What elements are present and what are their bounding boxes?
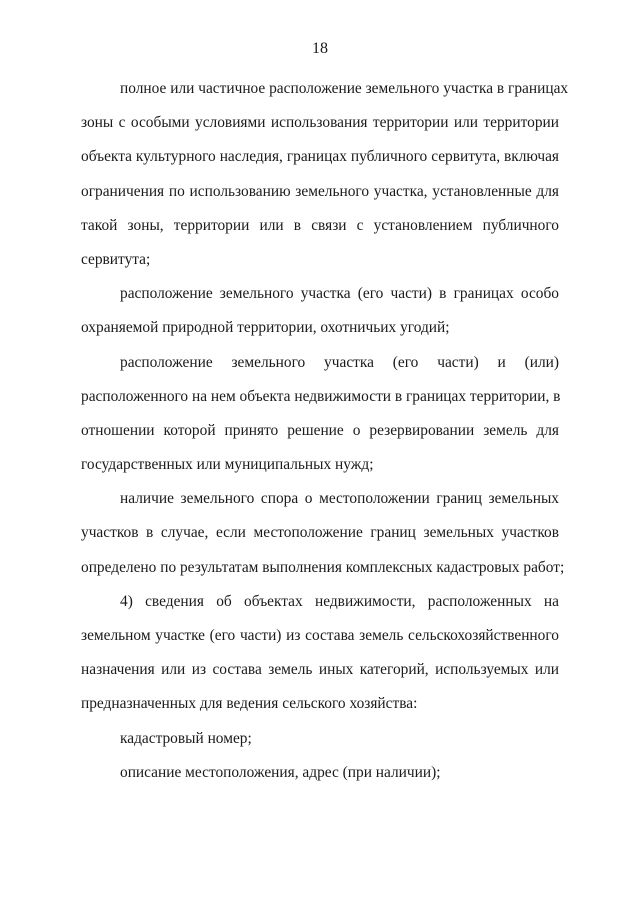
text-line: объекта культурного наследия, границах публичного сервитута, включая	[81, 148, 559, 166]
text-line: расположенного на нем объекта недвижимости в границах территории, в	[81, 387, 561, 405]
text-line: 4) сведения об объектах недвижимости, расположенных на	[120, 592, 559, 610]
document-body	[81, 78, 569, 796]
paragraph-land-plot-zone-boundaries	[81, 78, 569, 283]
text-line: предназначенных для ведения сельского хозяйства:	[81, 695, 418, 713]
text-line: кадастровый номер;	[120, 729, 252, 747]
text-line: наличие земельного спора о местоположении границ земельных	[120, 490, 559, 508]
page-number: 18	[312, 40, 328, 57]
paragraph-item-4-real-estate-info	[81, 591, 559, 728]
text-line: такой зоны, территории или в связи с установлением публичного	[81, 216, 559, 234]
text-line: ограничения по использованию земельного участка, установленные для	[81, 182, 559, 200]
text-line: назначения или из состава земель иных категорий, используемых или	[81, 661, 559, 679]
text-line: отношении которой принято решение о резервировании земель для	[81, 421, 559, 439]
text-line: определено по результатам выполнения комплексных кадастровых работ;	[81, 558, 565, 576]
text-line: полное или частичное расположение земельного участка в границах	[120, 80, 569, 97]
text-line: земельном участке (его части) из состава земель сельскохозяйственного	[81, 627, 559, 644]
text-line: описание местоположения, адрес (при наличии);	[120, 763, 441, 781]
text-line: зоны с особыми условиями использования территории или территории	[81, 114, 559, 132]
text-line: расположение земельного участка (его части) в границах особо	[120, 285, 559, 303]
paragraph-protected-natural-territory	[81, 283, 559, 351]
paragraph-land-reservation	[81, 352, 559, 489]
text-line: участков в случае, если местоположение границ земельных участков	[81, 524, 559, 542]
paragraph-land-dispute	[81, 488, 565, 591]
paragraph-location-description	[81, 762, 559, 796]
text-line: сервитута;	[81, 250, 151, 268]
text-line: охраняемой природной территории, охотничьих угодий;	[81, 319, 450, 337]
text-line: расположение земельного участка (его части) и (или)	[120, 353, 559, 371]
text-line: государственных или муниципальных нужд;	[81, 456, 374, 474]
paragraph-cadastral-number	[81, 728, 559, 762]
